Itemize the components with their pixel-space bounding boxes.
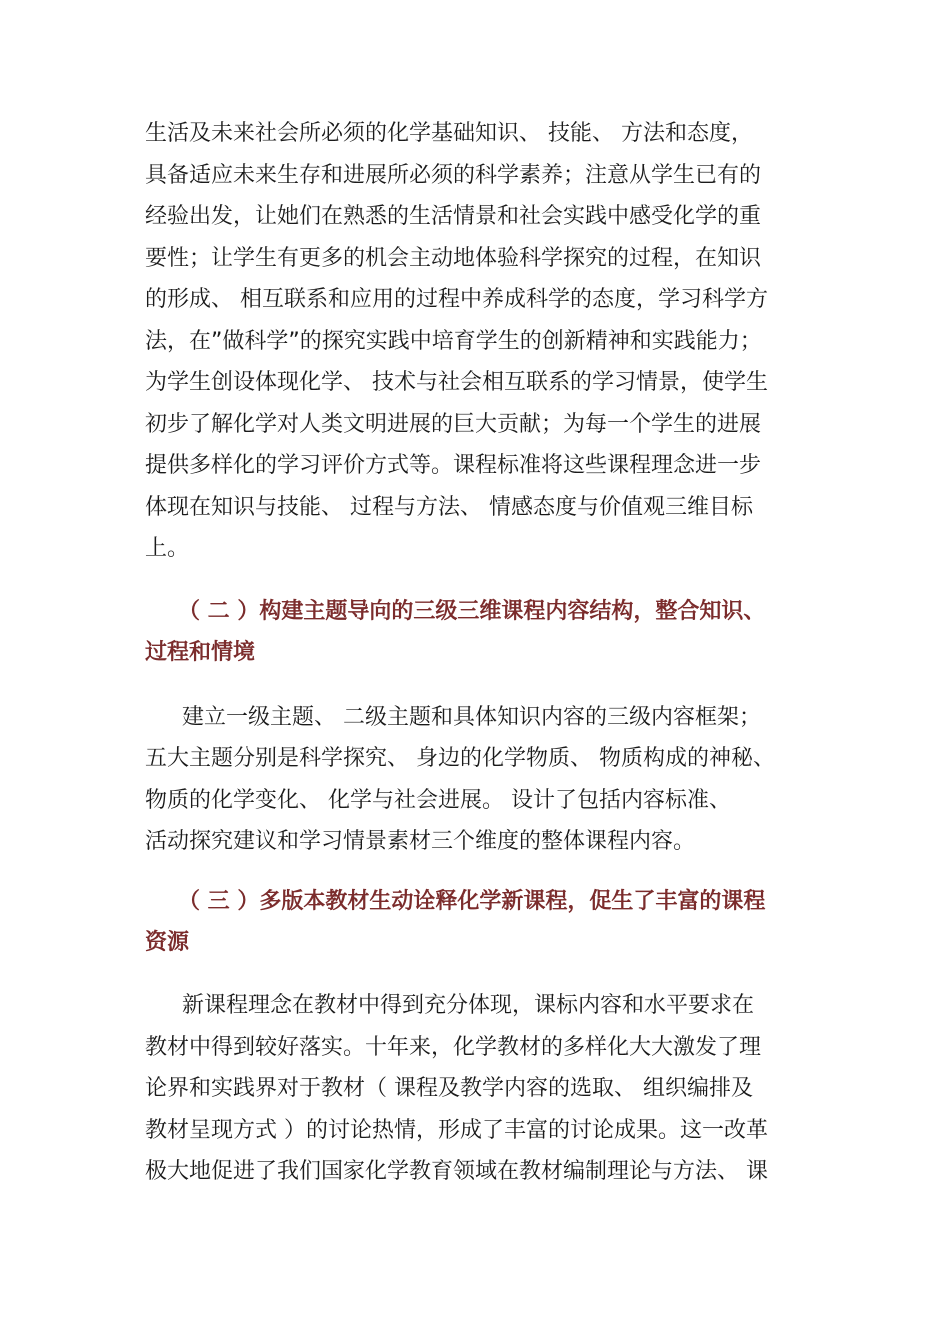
body-text-line: 建立一级主题、 二级主题和具体知识内容的三级内容框架； [182,705,761,730]
body-text-line: 经验出发，让她们在熟悉的生活情景和社会实践中感受化学的重 [145,204,762,229]
body-text-line: 体现在知识与技能、 过程与方法、 情感态度与价值观三维目标 [145,495,753,520]
section-heading: （ 二 ）构建主题导向的三级三维课程内容结构，整合知识、 [178,599,766,624]
body-text-line: 的形成、 相互联系和应用的过程中养成科学的态度，学习科学方 [145,287,768,312]
body-text-line: 五大主题分别是科学探究、 身边的化学物质、 物质构成的神秘、 [145,746,775,771]
body-text-line: 教材呈现方式 ）的讨论热情，形成了丰富的讨论成果。这一改革 [145,1118,768,1143]
body-text-line: 生活及未来社会所必须的化学基础知识、 技能、 方法和态度， [145,121,753,146]
body-text-line: 新课程理念在教材中得到充分体现，课标内容和水平要求在 [182,993,755,1018]
section-heading: 过程和情境 [145,640,256,665]
body-text-line: 要性；让学生有更多的机会主动地体验科学探究的过程，在知识 [145,246,762,271]
body-text-line: 法，在”做科学”的探究实践中培育学生的创新精神和实践能力； [145,329,762,354]
body-text-line: 为学生创设体现化学、 技术与社会相互联系的学习情景，使学生 [145,370,768,395]
body-text-line: 提供多样化的学习评价方式等。课程标准将这些课程理念进一步 [145,453,762,478]
body-text-line: 极大地促进了我们国家化学教育领域在教材编制理论与方法、 课 [145,1159,768,1184]
body-text-line: 论界和实践界对于教材（ 课程及教学内容的选取、 组织编排及 [145,1076,753,1101]
body-text-line: 物质的化学变化、 化学与社会进展。 设计了包括内容标准、 [145,788,731,813]
body-text-line: 上。 [145,536,190,561]
body-text-line: 初步了解化学对人类文明进展的巨大贡献；为每一个学生的进展 [145,412,762,437]
section-heading: 资源 [145,930,190,955]
section-heading: （ 三 ）多版本教材生动诠释化学新课程，促生了丰富的课程 [178,889,766,914]
body-text-line: 活动探究建议和学习情景素材三个维度的整体课程内容。 [145,829,696,854]
body-text-line: 教材中得到较好落实。十年来，化学教材的多样化大大激发了理 [145,1035,762,1060]
body-text-line: 具备适应未来生存和进展所必须的科学素养；注意从学生已有的 [145,163,762,188]
